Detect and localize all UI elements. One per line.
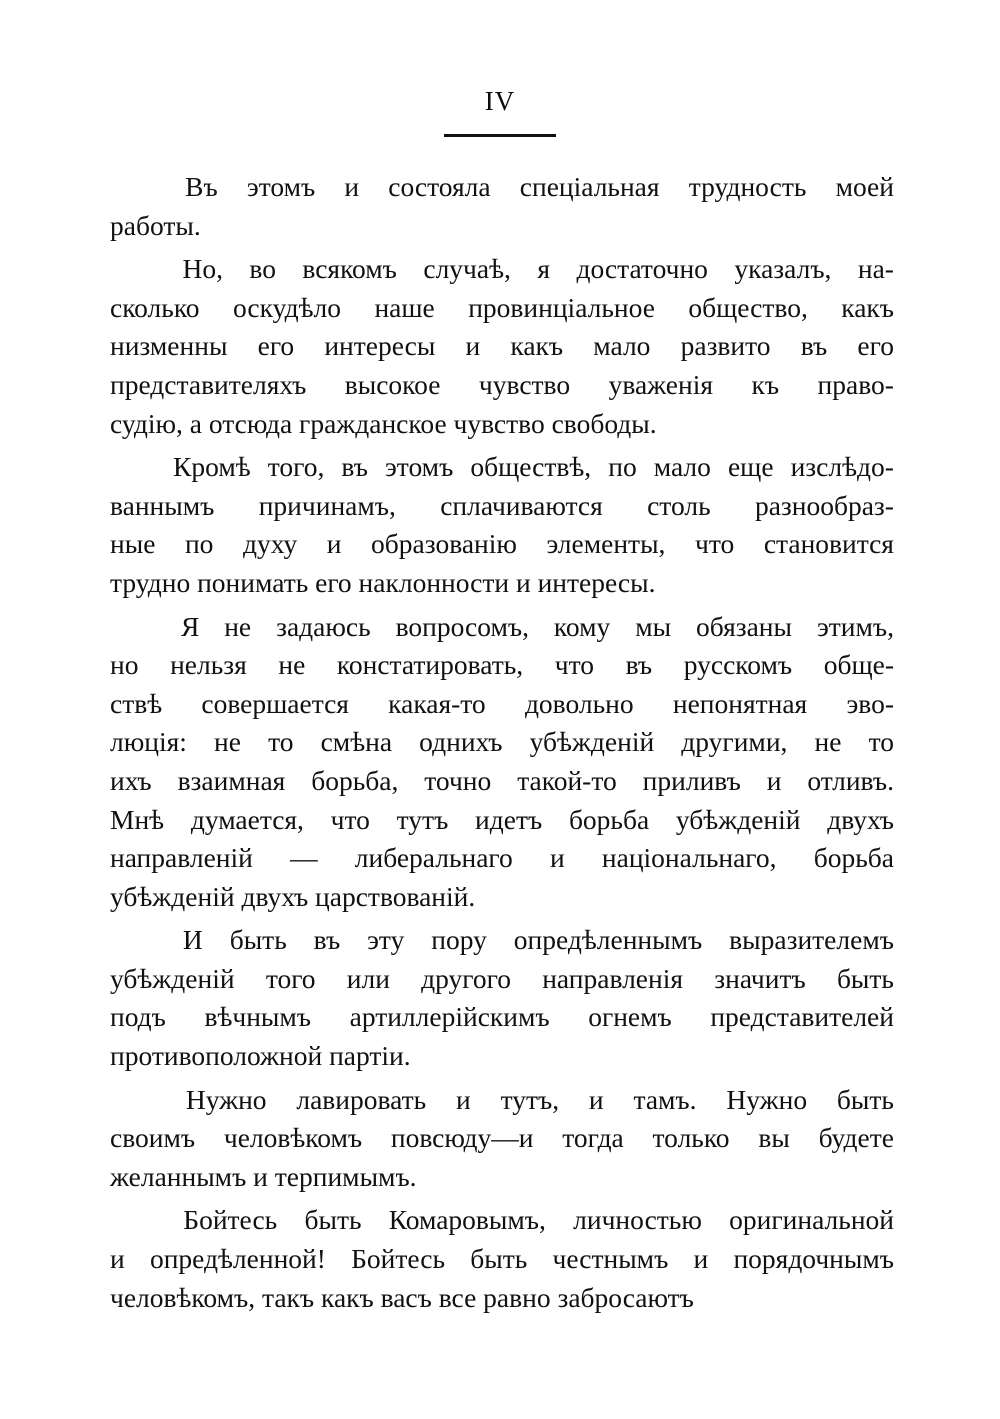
text-line: ные по духу и образованію элементы, что становится (110, 528, 894, 560)
text-line: работы. (110, 209, 201, 241)
header-divider-rule (444, 134, 556, 137)
paragraph-indent (110, 1081, 156, 1120)
text-line: сколько оскудѣло наше провинціальное общество, какъ (110, 291, 894, 323)
text-line: Но, во всякомъ случаѣ, я достаточно указалъ, на- (110, 250, 894, 289)
paragraph-indent (110, 168, 156, 207)
text-line: убѣжденій того или другого направленія значитъ быть (110, 962, 894, 994)
paragraph-indent (110, 1201, 156, 1240)
text-line: представителяхъ высокое чувство уваженія къ право- (110, 368, 894, 400)
paragraph (110, 448, 894, 602)
page-number-numeral: IV (484, 86, 516, 116)
paragraph-indent (110, 608, 156, 647)
text-line: противоположной партіи. (110, 1040, 411, 1072)
text-line: желаннымъ и терпимымъ. (110, 1160, 417, 1192)
text-line: низменны его интересы и какъ мало развито въ его (110, 330, 894, 362)
text-line: подъ вѣчнымъ артиллерійскимъ огнемъ представителей (110, 1001, 894, 1033)
paragraph-indent (110, 448, 156, 487)
body-text-column (110, 168, 894, 1322)
text-line: ваннымъ причинамъ, сплачиваются столь разнообраз- (110, 489, 894, 521)
text-line: И быть въ эту пору опредѣленнымъ выразителемъ (110, 921, 894, 960)
text-line: люція: не то смѣна однихъ убѣжденій другими, не то (110, 726, 894, 758)
text-line: трудно понимать его наклонности и интересы. (110, 566, 656, 598)
text-line: и опредѣленной! Бойтесь быть честнымъ и порядочнымъ (110, 1243, 894, 1275)
paragraph (110, 1081, 894, 1197)
text-line: Въ этомъ и состояла спеціальная трудность моей (110, 168, 894, 207)
text-line: своимъ человѣкомъ повсюду—и тогда только вы будете (110, 1122, 894, 1154)
paragraph (110, 921, 894, 1075)
text-line: судію, а отсюда гражданское чувство свободы. (110, 407, 657, 439)
text-line: Нужно лавировать и тутъ, и тамъ. Нужно быть (110, 1081, 894, 1120)
paragraph (110, 1201, 894, 1317)
text-line: убѣжденій двухъ царствованій. (110, 880, 476, 912)
paragraph (110, 608, 894, 917)
text-line: Бойтесь быть Комаровымъ, личностью оригинальной (110, 1201, 894, 1240)
paragraph-indent (110, 921, 156, 960)
paragraph (110, 168, 894, 245)
text-line: Кромѣ того, въ этомъ обществѣ, по мало еще изслѣдо- (110, 448, 894, 487)
text-line: ихъ взаимная борьба, точно такой-то приливъ и отливъ. (110, 764, 894, 796)
text-line: Я не задаюсь вопросомъ, кому мы обязаны этимъ, (110, 608, 894, 647)
text-line: ствѣ совершается какая-то довольно непонятная эво- (110, 687, 894, 719)
paragraph-indent (110, 250, 156, 289)
text-line: направленій — либеральнаго и національнаго, борьба (110, 842, 894, 874)
text-line: человѣкомъ, такъ какъ васъ все равно забросаютъ (110, 1281, 694, 1313)
text-line: но нельзя не констатировать, что въ русскомъ обще- (110, 649, 894, 681)
paragraph (110, 250, 894, 443)
text-line: Мнѣ думается, что тутъ идетъ борьба убѣжденій двухъ (110, 803, 894, 835)
page-header (0, 88, 1000, 137)
